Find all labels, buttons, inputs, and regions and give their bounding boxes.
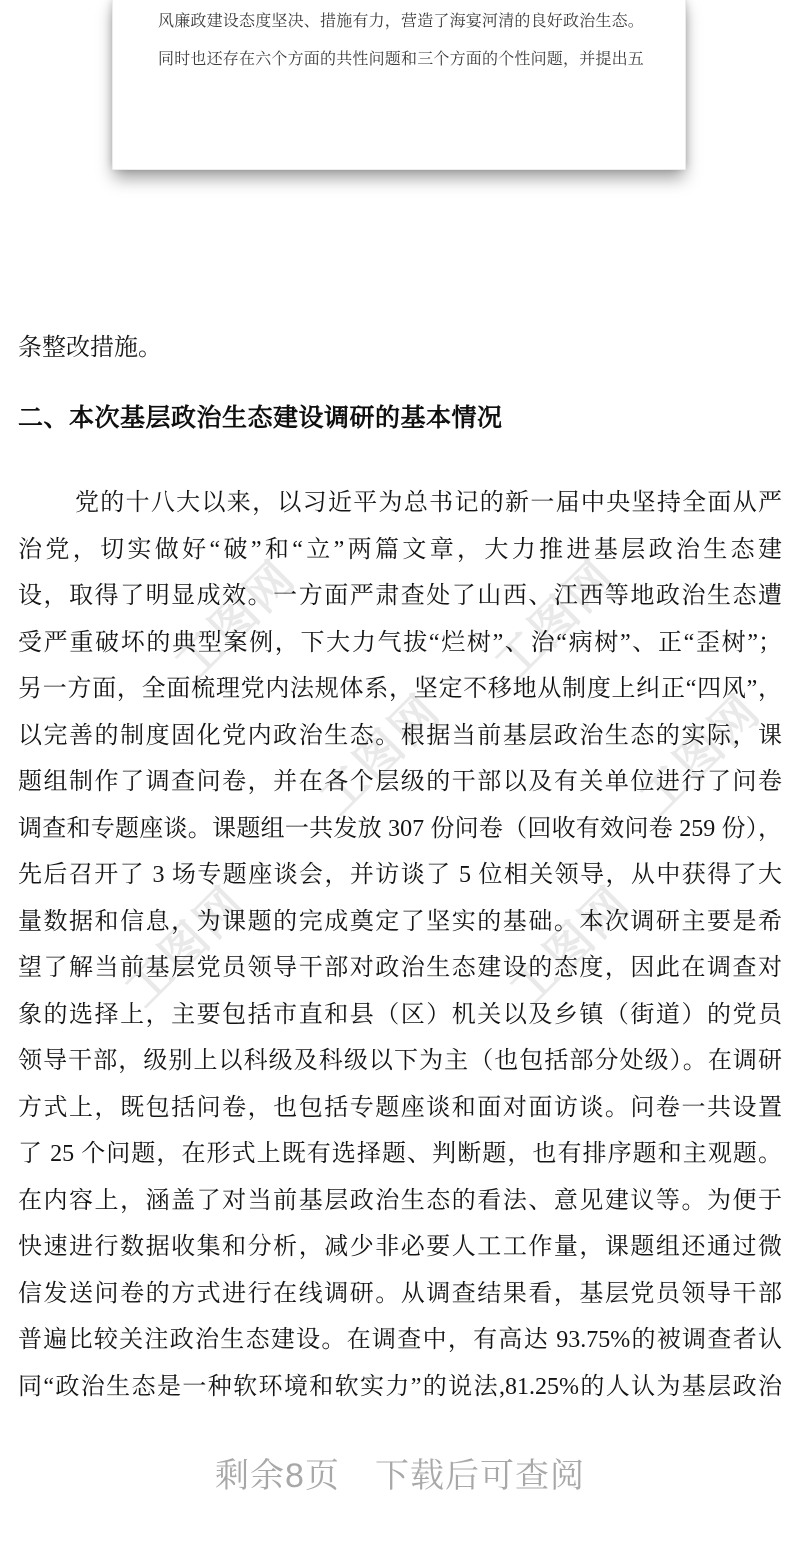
remaining-pages-notice: 剩余8页 下载后可查阅 xyxy=(215,1457,585,1495)
site-watermark: 工图网 xyxy=(629,683,771,825)
body-line: 了 25 个问题，在形式上既有选择题、判断题，也有排序题和主观题。 xyxy=(18,1141,782,1167)
body-line: 设，取得了明显成效。一方面严肃查处了山西、江西等地政治生态遭 xyxy=(18,583,782,609)
body-line: 另一方面，全面梳理党内法规体系，坚定不移地从制度上纠正“四风”， xyxy=(18,676,782,702)
body-line: 领导干部，级别上以科级及科级以下为主（也包括部分处级）。在调研 xyxy=(18,1048,782,1074)
body-line: 调查和专题座谈。课题组一共发放 307 份问卷（回收有效问卷 259 份）， xyxy=(18,815,782,842)
site-watermark: 工图网 xyxy=(164,549,306,691)
body-line: 题组制作了调查问卷，并在各个层级的干部以及有关单位进行了问卷 xyxy=(18,769,782,795)
body-line: 党的十八大以来，以习近平为总书记的新一届中央坚持全面从严 xyxy=(75,490,782,516)
paragraph-tail: 条整改措施。 xyxy=(18,335,162,361)
body-line: 在内容上，涵盖了对当前基层政治生态的看法、意见建议等。为便于 xyxy=(18,1187,782,1214)
site-watermark: 工图网 xyxy=(309,683,451,825)
body-line: 以完善的制度固化党内政治生态。根据当前基层政治生态的实际，课 xyxy=(18,722,782,749)
body-line: 信发送问卷的方式进行在线调研。从调查结果看，基层党员领导干部 xyxy=(18,1280,782,1307)
body-line: 先后召开了 3 场专题座谈会，并访谈了 5 位相关领导，从中获得了大 xyxy=(18,862,782,888)
body-line: 快速进行数据收集和分析，减少非必要人工工作量，课题组还通过微 xyxy=(18,1234,782,1260)
body-line: 治党，切实做好“破”和“立”两篇文章，大力推进基层政治生态建 xyxy=(18,536,782,563)
body-line: 受严重破坏的典型案例，下大力气拔“烂树”、治“病树”、正“歪树”； xyxy=(18,629,782,656)
page-thumbnail-card xyxy=(112,0,686,170)
body-line: 量数据和信息，为课题的完成奠定了坚实的基础。本次调研主要是希 xyxy=(18,908,782,935)
body-line: 望了解当前基层党员领导干部对政治生态建设的态度，因此在调查对 xyxy=(18,955,782,981)
body-line: 同“政治生态是一种软环境和软实力”的说法,81.25%的人认为基层政治 xyxy=(18,1373,782,1400)
preview-card-lines xyxy=(158,3,645,79)
site-watermark: 工图网 xyxy=(484,549,626,691)
preview-card-line: 风廉政建设态度坚决、措施有力，营造了海宴河清的良好政治生态。 xyxy=(158,13,645,30)
body-paragraph xyxy=(18,480,782,1410)
section-heading: 二、本次基层政治生态建设调研的基本情况 xyxy=(18,404,503,432)
body-line: 方式上，既包括问卷，也包括专题座谈和面对面访谈。问卷一共设置 xyxy=(18,1094,782,1121)
body-line: 普遍比较关注政治生态建设。在调查中，有高达 93.75%的被调查者认 xyxy=(18,1327,782,1353)
body-line: 象的选择上，主要包括市直和县（区）机关以及乡镇（街道）的党员 xyxy=(18,1001,782,1028)
site-watermark: 工图网 xyxy=(499,875,641,1017)
preview-card-line: 同时也还存在六个方面的共性问题和三个方面的个性问题，并提出五 xyxy=(158,51,645,68)
site-watermark: 工图网 xyxy=(114,875,256,1017)
